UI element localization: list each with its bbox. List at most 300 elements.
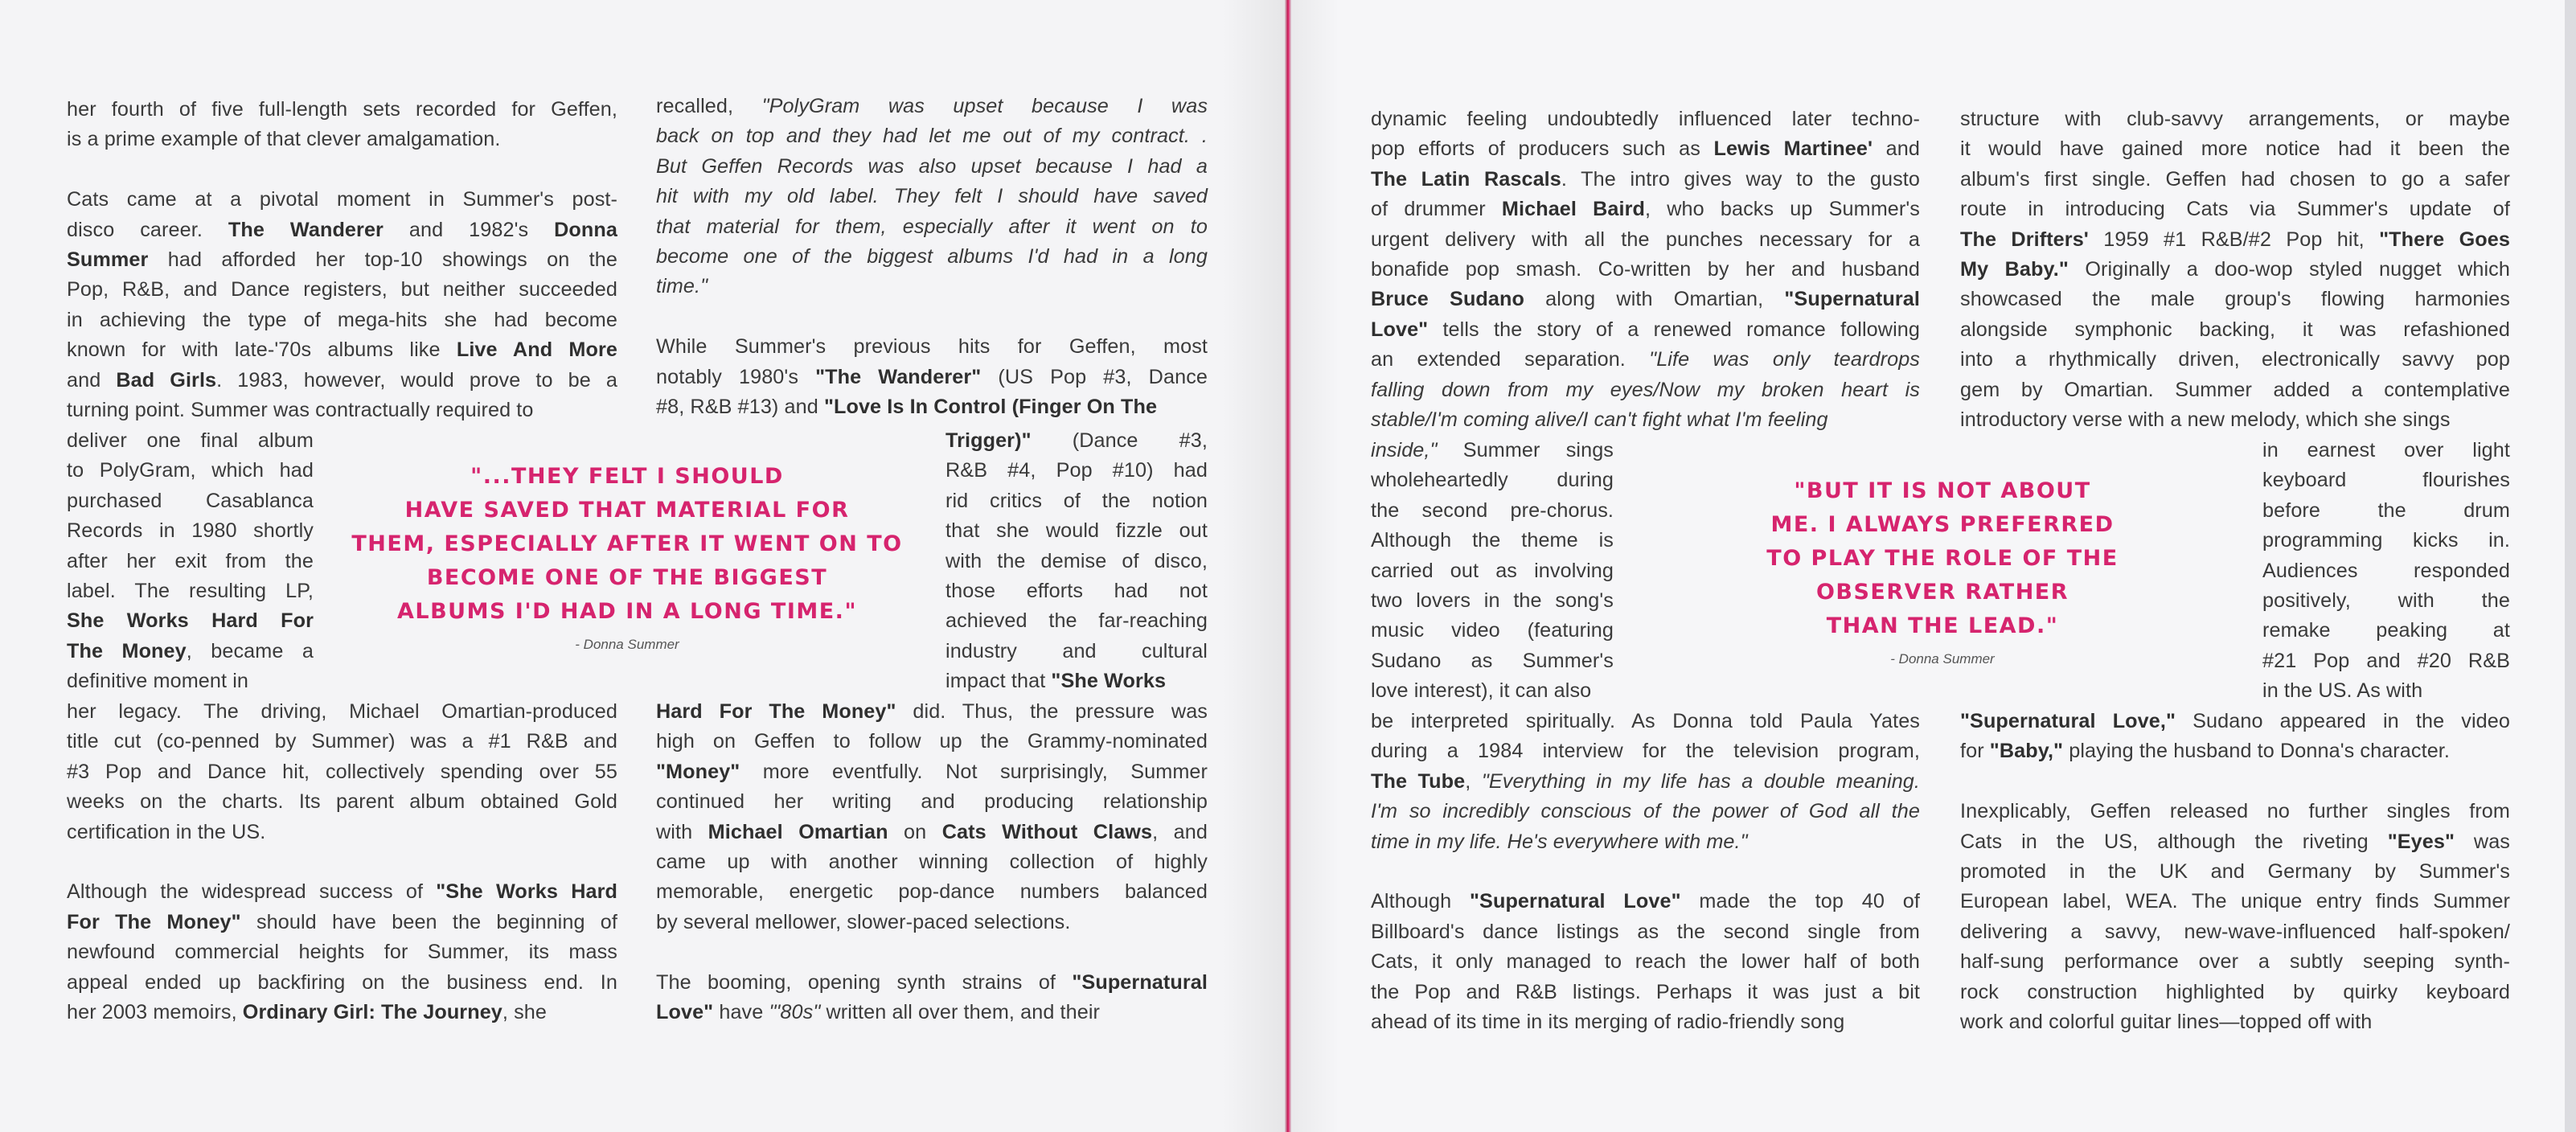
text-line <box>1371 315 1920 345</box>
paragraph <box>1960 105 2510 435</box>
text-line <box>1960 105 2510 134</box>
text-line <box>2262 676 2510 706</box>
text-span: the Pop and R&B listings. Perhaps it was just a bit <box>1371 980 1920 1003</box>
text-span: time in my life. He's everywhere with me." <box>1371 830 1748 853</box>
text-line: is a prime example of that clever amalgamation. <box>67 128 501 151</box>
text-line <box>67 335 617 365</box>
left-column-2 <box>656 92 1208 422</box>
text-span: along with Omartian, <box>1524 288 1785 311</box>
text-line <box>1371 616 1614 646</box>
pull-quote-text <box>1645 474 2240 643</box>
text-span: While Summer's previous hits for Geffen, most <box>656 335 1208 359</box>
text-span: "There Goes <box>2379 228 2511 251</box>
text-span: have <box>713 1001 769 1024</box>
text-line <box>656 757 1208 787</box>
text-line <box>67 787 617 817</box>
text-line <box>945 637 1208 666</box>
text-span: The Wanderer <box>228 218 384 241</box>
paragraph <box>945 426 1208 697</box>
text-line <box>656 877 1208 907</box>
text-span: structure with club-savvy arrangements, or maybe <box>1960 108 2510 130</box>
text-span: and <box>1873 137 1920 161</box>
text-line <box>67 486 314 516</box>
text-span: deliver one final album <box>67 429 314 452</box>
text-line <box>2262 586 2510 616</box>
text-span: in achieving the type of mega-hits she had become <box>67 308 617 331</box>
text-line <box>67 757 617 787</box>
text-span: Records in 1980 shortly <box>67 519 314 543</box>
text-line <box>1371 255 1920 285</box>
text-line <box>656 998 1208 1027</box>
text-span: Lewis Martinee' <box>1713 137 1873 161</box>
text-span: for <box>1960 740 1990 763</box>
text-span: remake peaking at <box>2262 619 2510 642</box>
text-span: impact that <box>945 670 1052 693</box>
text-line <box>2262 496 2510 526</box>
text-line <box>1371 797 1920 826</box>
text-span: "'80s" <box>769 1001 821 1024</box>
text-span: Love" <box>1371 318 1429 341</box>
text-line <box>1371 827 1920 857</box>
text-line <box>1960 827 2510 857</box>
paragraph <box>1960 707 2510 767</box>
text-span: of drummer <box>1371 198 1502 221</box>
text-span: in earnest over light <box>2262 439 2510 461</box>
text-span: weeks on the charts. Its parent album obtained Gold <box>67 790 617 814</box>
text-line <box>945 576 1208 606</box>
paragraph <box>2262 436 2510 707</box>
text-span: showcased the male group's flowing harmonies <box>1960 288 2510 311</box>
text-span: , became a <box>186 639 314 662</box>
text-span: "Everything in my life has a double meaning. <box>1481 769 1921 793</box>
text-span: The Latin Rascals <box>1371 167 1561 191</box>
text-span: recalled, <box>656 95 762 117</box>
text-span: written all over them, and their <box>820 1001 1101 1024</box>
text-span: "PolyGram was upset because I was <box>761 95 1208 117</box>
text-span: into a rhythmically driven, electronically savvy pop <box>1960 348 2510 371</box>
text-span: purchased Casablanca <box>67 489 314 512</box>
text-span: "Supernatural <box>1784 288 1920 311</box>
text-line <box>67 937 617 967</box>
text-span: back on top and they had let me out of my contract. . <box>656 125 1208 148</box>
left-column-1-lower <box>67 697 617 1027</box>
text-span: The Money <box>67 639 187 662</box>
text-span: gem by Omartian. Summer added a contemplative <box>1960 378 2510 401</box>
text-span: She Works Hard For <box>67 609 314 633</box>
text-line <box>2262 466 2510 495</box>
text-span: rid critics of the notion <box>945 489 1208 512</box>
text-line <box>1960 255 2510 285</box>
text-line <box>1371 978 1920 1007</box>
right-column-1-wrap <box>1371 436 1614 707</box>
text-span: I'm so incredibly conscious of the power of God all the <box>1371 800 1920 823</box>
right-column-1-lower <box>1371 707 1920 1037</box>
text-span: #3 Pop and Dance hit, collectively spending over 55 <box>67 760 617 783</box>
text-line <box>1371 134 1920 164</box>
text-span: Cats came at a pivotal moment in Summer's post- <box>67 188 617 211</box>
book-spine <box>1285 0 1291 1132</box>
text-span: Michael Baird <box>1501 198 1646 221</box>
text-line <box>1371 556 1614 586</box>
text-span: Summer <box>67 248 149 272</box>
text-line <box>1371 646 1614 676</box>
text-span: it would have gained more notice had it been the <box>1960 137 2510 161</box>
text-line <box>1960 736 2510 766</box>
text-span: Summer sings <box>1437 439 1614 461</box>
text-span: an extended separation. <box>1371 348 1650 371</box>
text-span: positively, with the <box>2262 589 2510 613</box>
text-span: Hard For The Money" <box>656 700 896 723</box>
text-span: known for with late-'70s albums like <box>67 338 457 362</box>
text-line <box>1371 707 1920 736</box>
pull-quote <box>1645 474 2240 667</box>
text-span: certification in the US. <box>67 820 266 843</box>
text-line <box>67 426 314 456</box>
text-span: music video (featuring <box>1371 619 1614 642</box>
text-span: "Eyes" <box>2387 830 2455 853</box>
text-span: The Drifters' <box>1960 228 2089 251</box>
paragraph <box>656 968 1208 1028</box>
paragraph <box>67 95 617 155</box>
text-span: on <box>888 820 942 843</box>
text-line <box>2262 526 2510 556</box>
text-span: Live And More <box>456 338 617 362</box>
pull-quote-line: ME. I ALWAYS PREFERRED <box>1770 512 2115 537</box>
text-span: two lovers in the song's <box>1371 589 1614 613</box>
text-span: high on Geffen to follow up the Grammy-nominated <box>656 730 1208 753</box>
text-line <box>656 212 1208 242</box>
text-line <box>1371 436 1614 466</box>
text-span: Although the theme is <box>1371 529 1614 552</box>
text-span: . The intro gives way to the gusto <box>1561 167 1920 191</box>
text-line <box>1371 1007 1920 1037</box>
text-line <box>945 606 1208 636</box>
text-span: . 1983, however, would prove to be a <box>216 368 617 392</box>
text-line <box>1371 887 1920 917</box>
text-line <box>2262 616 2510 646</box>
text-span: Bruce Sudano <box>1371 288 1524 311</box>
text-span: promoted in the UK and Germany by Summer's <box>1960 860 2510 884</box>
text-span: falling down from my eyes/Now my broken heart is <box>1371 378 1920 401</box>
text-span: European label, WEA. The unique entry finds Summer <box>1960 890 2510 913</box>
left-column-1-wrap <box>67 426 314 697</box>
pull-quote-attribution: - Donna Summer <box>1890 651 1995 666</box>
text-line <box>656 332 1208 362</box>
text-span: , <box>1465 769 1482 793</box>
pull-quote-line: THEM, ESPECIALLY AFTER IT WENT ON TO <box>351 531 903 556</box>
text-line <box>1960 165 2510 195</box>
text-line <box>656 363 1208 392</box>
text-span: had afforded her top-10 showings on the <box>148 248 617 272</box>
text-span: route in introducing Cats via Summer's update of <box>1960 198 2510 221</box>
text-span: was <box>2455 830 2510 853</box>
text-span: stable/I'm coming alive/I can't fight what I'm feeling <box>1371 408 1828 432</box>
text-span: Michael Omartian <box>708 820 888 843</box>
text-line <box>656 242 1208 272</box>
paragraph <box>67 697 617 847</box>
text-span: , and <box>1152 820 1208 843</box>
text-span: For The Money" <box>67 910 241 933</box>
text-line <box>67 366 617 396</box>
text-line <box>1960 285 2510 314</box>
text-span: "Supernatural <box>1072 970 1208 994</box>
text-span: The booming, opening synth strains of <box>656 970 1073 994</box>
text-span: that she would fizzle out <box>945 519 1208 543</box>
text-span: Love" <box>656 1001 714 1024</box>
pull-quote-line: HAVE SAVED THAT MATERIAL FOR <box>404 498 850 523</box>
text-line <box>1371 225 1920 255</box>
text-line <box>1371 345 1920 375</box>
text-span: "Supernatural Love," <box>1960 710 2176 732</box>
text-line <box>656 697 1208 727</box>
text-span: 1959 #1 R&B/#2 Pop hit, <box>2088 228 2380 251</box>
text-span: wholeheartedly during <box>1371 469 1614 492</box>
paragraph <box>67 185 617 425</box>
text-span: with <box>656 820 708 843</box>
text-line <box>67 998 617 1027</box>
text-span: definitive moment in <box>67 670 248 693</box>
text-span: pop efforts of producers such as <box>1371 137 1714 161</box>
text-line <box>1371 105 1920 134</box>
text-span: love interest), it can also <box>1371 679 1592 703</box>
text-span: the second pre-chorus. <box>1371 498 1614 522</box>
text-line <box>656 182 1208 211</box>
text-line <box>656 818 1208 847</box>
text-line <box>1960 345 2510 375</box>
text-span: achieved the far-reaching <box>945 609 1208 633</box>
text-line <box>1960 1007 2510 1037</box>
text-span: bonafide pop smash. Co-written by her and husband <box>1371 258 1920 281</box>
text-span: alongside symphonic backing, it was refashioned <box>1960 318 2510 341</box>
text-span: label. The resulting LP, <box>67 580 314 603</box>
text-line <box>67 818 617 847</box>
text-line <box>656 152 1208 182</box>
text-span: her 2003 memoirs, <box>67 1001 243 1024</box>
text-span: Cats in the US, although the riveting <box>1960 830 2388 853</box>
page-gutter-shadow <box>1222 0 1285 1132</box>
text-line <box>1960 195 2510 224</box>
text-span: appeal ended up backfiring on the business end. In <box>67 970 617 994</box>
text-line <box>945 666 1208 696</box>
paragraph <box>1371 436 1614 707</box>
pull-quote-line: TO PLAY THE ROLE OF THE <box>1766 546 2119 571</box>
text-span: (Dance #3, <box>1031 429 1208 452</box>
text-span: R&B #4, Pop #10) had <box>945 459 1208 482</box>
text-span: "Baby," <box>1989 740 2064 763</box>
text-span: rock construction highlighted by quirky keyboard <box>1960 980 2510 1003</box>
right-column-2 <box>1960 105 2510 435</box>
text-span: inside," <box>1371 439 1438 461</box>
text-span: those efforts had not <box>945 580 1208 603</box>
text-span: Although <box>1371 890 1471 913</box>
text-line <box>656 968 1208 998</box>
text-span: "The Wanderer" <box>815 365 982 388</box>
text-span: half-sung performance over a subtly seeping synth- <box>1960 950 2510 974</box>
text-line <box>1371 195 1920 224</box>
text-span: industry and cultural <box>945 639 1208 662</box>
text-line <box>1960 857 2510 887</box>
text-line <box>656 787 1208 817</box>
paragraph <box>1371 105 1920 435</box>
text-line <box>656 272 1208 301</box>
text-line <box>67 306 617 335</box>
text-line <box>1371 496 1614 526</box>
left-column-1 <box>67 95 617 425</box>
pull-quote-attribution: - Donna Summer <box>575 637 679 652</box>
right-column-2-wrap <box>2262 436 2510 707</box>
text-span: Sudano appeared in the video <box>2176 710 2510 732</box>
text-span: Trigger)" <box>945 429 1032 452</box>
paragraph <box>656 332 1208 422</box>
text-line <box>67 666 314 696</box>
left-column-2-wrap <box>945 426 1208 697</box>
text-span: Although the widespread success of <box>67 880 437 904</box>
text-line <box>1960 797 2510 826</box>
text-line <box>67 637 314 666</box>
text-span: Billboard's dance listings as the second single from <box>1371 920 1920 943</box>
text-line <box>656 908 1208 937</box>
text-span: turning point. Summer was contractually required to <box>67 399 534 422</box>
text-span: "Love Is In Control (Finger On The <box>823 396 1158 419</box>
text-line <box>1371 586 1614 616</box>
paragraph <box>67 877 617 1027</box>
text-line <box>67 908 617 937</box>
text-span: Audiences responded <box>2262 559 2510 582</box>
paragraph <box>67 426 314 697</box>
text-span: time." <box>656 275 708 298</box>
text-line <box>2262 436 2510 466</box>
right-column-2-lower <box>1960 707 2510 1037</box>
pull-quote-line: ALBUMS I'D HAD IN A LONG TIME." <box>396 599 858 624</box>
text-line <box>67 456 314 486</box>
text-line <box>67 396 617 425</box>
text-span: Bad Girls <box>116 368 217 392</box>
text-line <box>67 547 314 576</box>
text-line <box>67 606 314 636</box>
text-span: programming kicks in. <box>2262 529 2510 552</box>
text-span: "Money" <box>656 760 740 783</box>
text-span: (US Pop #3, Dance <box>981 365 1208 388</box>
text-line <box>67 215 617 245</box>
text-line <box>1371 466 1614 495</box>
text-line <box>1371 736 1920 766</box>
text-span: "Life was only teardrops <box>1649 348 1920 371</box>
text-span: Originally a doo-wop styled nugget which <box>2068 258 2510 281</box>
text-line <box>1960 405 2510 435</box>
right-column-1 <box>1371 105 1920 435</box>
text-span: and <box>67 368 117 392</box>
text-span: before the drum <box>2262 498 2510 522</box>
text-span: came up with another winning collection of highly <box>656 851 1208 874</box>
text-span: Ordinary Girl: The Journey <box>242 1001 502 1024</box>
text-span: be interpreted spiritually. As Donna told Paula Yates <box>1371 710 1920 732</box>
text-line <box>656 92 1208 121</box>
paragraph <box>656 697 1208 937</box>
text-line <box>2262 646 2510 676</box>
text-line <box>67 516 314 546</box>
pull-quote-line: BECOME ONE OF THE BIGGEST <box>426 565 828 590</box>
text-span: , who backs up Summer's <box>1645 198 1920 221</box>
text-span: #21 Pop and #20 R&B <box>2262 649 2510 672</box>
text-span: more eventfully. Not surprisingly, Summer <box>740 760 1208 783</box>
text-span: keyboard flourishes <box>2262 469 2510 492</box>
text-span: Pop, R&B, and Dance registers, but neither succeeded <box>67 278 617 301</box>
paragraph <box>656 92 1208 302</box>
text-span: album's first single. Geffen had chosen to go a safer <box>1960 167 2510 191</box>
text-span: with the demise of disco, <box>945 549 1208 572</box>
text-span: that material for them, especially after it went on to <box>656 215 1208 238</box>
text-span: Sudano as Summer's <box>1371 649 1614 672</box>
text-line <box>67 727 617 757</box>
text-line <box>945 456 1208 486</box>
text-span: But Geffen Records was also upset because I had a <box>656 154 1208 178</box>
right-page <box>1291 0 2576 1132</box>
left-page <box>0 0 1285 1132</box>
text-span: newfound commercial heights for Summer, its mass <box>67 941 617 964</box>
text-line <box>945 516 1208 546</box>
text-span: "Supernatural Love" <box>1470 890 1681 913</box>
text-span: in the US. As with <box>2262 679 2423 703</box>
text-line <box>1960 225 2510 255</box>
text-span: disco career. <box>67 218 228 241</box>
text-span: tells the story of a renewed romance following <box>1428 318 1920 341</box>
text-span: introductory verse with a new melody, which she sings <box>1960 408 2451 432</box>
text-span: "She Works Hard <box>436 880 617 904</box>
text-line <box>1371 165 1920 195</box>
pull-quote-line: THAN THE LEAD." <box>1826 613 2059 638</box>
text-span: title cut (co-penned by Summer) was a #1 R&B and <box>67 730 617 753</box>
text-span: and 1982's <box>383 218 555 241</box>
text-line <box>1371 676 1614 706</box>
text-span: to PolyGram, which had <box>67 459 314 482</box>
text-line <box>656 121 1208 151</box>
text-span: Donna <box>554 218 617 241</box>
text-line <box>1960 978 2510 1007</box>
text-span: by several mellower, slower-paced selections. <box>656 910 1071 933</box>
text-line <box>656 727 1208 757</box>
text-span: become one of the biggest albums I'd had in a long <box>656 245 1208 269</box>
text-line <box>1371 526 1614 556</box>
text-span: #8, R&B #13) and <box>656 396 824 419</box>
text-span: urgent delivery with all the punches necessary for a <box>1371 228 1920 251</box>
paragraph <box>1371 707 1920 857</box>
text-line <box>1371 285 1920 314</box>
text-span: during a 1984 interview for the television program, <box>1371 740 1920 763</box>
text-line <box>1371 405 1920 435</box>
page-edge <box>2565 0 2576 1132</box>
text-line <box>67 968 617 998</box>
text-span: carried out as involving <box>1371 559 1614 582</box>
pull-quote-line: "BUT IT IS NOT ABOUT <box>1794 478 2091 503</box>
left-column-2-lower <box>656 697 1208 1027</box>
text-line <box>1960 707 2510 736</box>
text-line <box>1371 375 1920 405</box>
text-line <box>656 847 1208 877</box>
text-span: ahead of its time in its merging of radio-friendly song <box>1371 1011 1845 1034</box>
text-span: delivering a savvy, new-wave-influenced half-spoken/ <box>1960 920 2510 943</box>
text-span: playing the husband to Donna's character. <box>2063 740 2451 763</box>
text-span: notably 1980's <box>656 365 816 388</box>
text-span: , she <box>502 1001 548 1024</box>
text-span: after her exit from the <box>67 549 314 572</box>
text-span: My Baby." <box>1960 258 2069 281</box>
text-line <box>945 486 1208 516</box>
text-span: Cats Without Claws <box>941 820 1153 843</box>
text-span: The Tube <box>1371 769 1466 793</box>
text-span: did. Thus, the pressure was <box>896 700 1208 723</box>
text-line <box>67 275 617 305</box>
text-line <box>1960 315 2510 345</box>
